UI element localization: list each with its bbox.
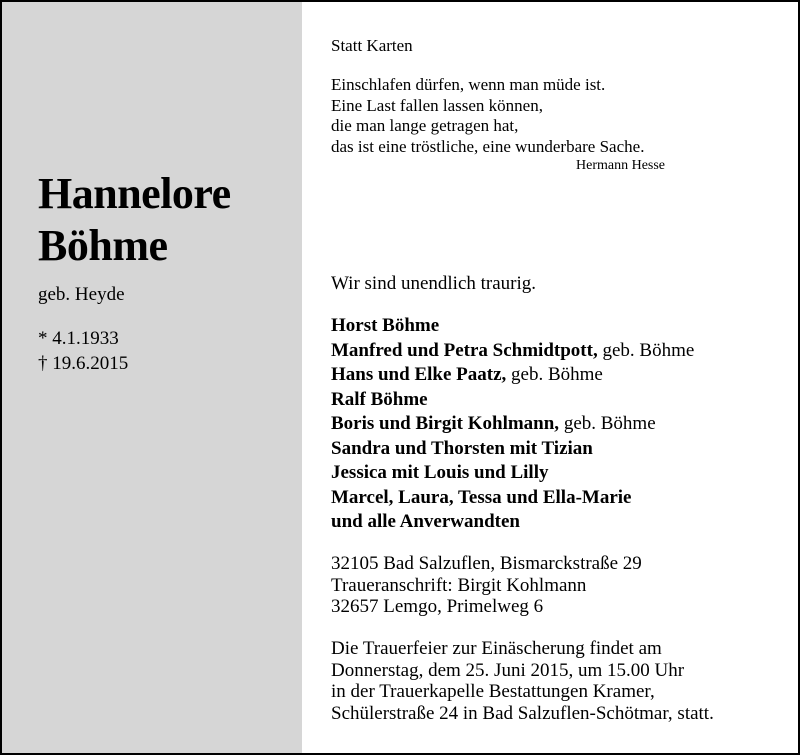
family-name: Boris und Birgit Kohlmann, bbox=[331, 413, 560, 434]
family-name: Sandra und Thorsten mit Tizian bbox=[331, 437, 593, 459]
death-date: † 19.6.2015 bbox=[38, 353, 129, 374]
first-name: Hannelore bbox=[38, 169, 231, 218]
family-entry bbox=[331, 388, 694, 413]
poem-line: Eine Last fallen lassen können, bbox=[331, 95, 543, 115]
birth-date: * 4.1.1933 bbox=[38, 328, 119, 349]
family-name: Hans und Elke Paatz, bbox=[331, 364, 507, 385]
maiden-name: geb. Heyde bbox=[38, 284, 125, 305]
family-entry bbox=[331, 461, 694, 486]
address-line: 32105 Bad Salzuflen, Bismarckstraße 29 bbox=[331, 553, 642, 574]
poem-author: Hermann Hesse bbox=[576, 158, 666, 173]
life-dates bbox=[38, 326, 128, 376]
family-name: Ralf Böhme bbox=[331, 388, 428, 410]
service-info bbox=[331, 638, 714, 724]
poem bbox=[331, 75, 644, 157]
poem-line: die man lange getragen hat, bbox=[331, 116, 519, 135]
address-line: Traueranschrift: Birgit Kohlmann bbox=[331, 574, 587, 596]
family-entry bbox=[331, 510, 694, 535]
family-suffix: geb. Böhme bbox=[506, 364, 603, 385]
header-text: Statt Karten bbox=[331, 36, 413, 55]
family-entry bbox=[331, 314, 694, 339]
family-entry bbox=[331, 363, 694, 388]
poem-line: Einschlafen dürfen, wenn man müde ist. bbox=[331, 75, 606, 94]
family-name: Manfred und Petra Schmidtpott, bbox=[331, 339, 598, 361]
family-name: Marcel, Laura, Tessa und Ella-Marie bbox=[331, 486, 632, 508]
family-entry bbox=[331, 437, 694, 462]
family-entry bbox=[331, 339, 694, 364]
poem-line: das ist eine tröstliche, eine wunderbare Sache. bbox=[331, 136, 645, 156]
deceased-name bbox=[38, 168, 231, 272]
family-name: Jessica mit Louis und Lilly bbox=[331, 462, 549, 483]
mourning-line: Wir sind unendlich traurig. bbox=[331, 273, 537, 294]
family-name: und alle Anverwandten bbox=[331, 511, 520, 532]
family-list bbox=[331, 314, 694, 535]
address-line: 32657 Lemgo, Primelweg 6 bbox=[331, 596, 544, 617]
service-line: Schülerstraße 24 in Bad Salzuflen-Schötmar, statt. bbox=[331, 702, 714, 724]
family-suffix: geb. Böhme bbox=[559, 413, 656, 434]
address-block bbox=[331, 553, 642, 618]
service-line: Donnerstag, dem 25. Juni 2015, um 15.00 Uhr bbox=[331, 659, 685, 681]
family-name: Horst Böhme bbox=[331, 315, 440, 336]
last-name: Böhme bbox=[38, 221, 168, 270]
service-line: in der Trauerkapelle Bestattungen Kramer, bbox=[331, 681, 655, 702]
family-entry bbox=[331, 486, 694, 511]
family-suffix: geb. Böhme bbox=[597, 339, 695, 361]
family-entry bbox=[331, 412, 694, 437]
service-line: Die Trauerfeier zur Einäscherung findet am bbox=[331, 638, 662, 659]
